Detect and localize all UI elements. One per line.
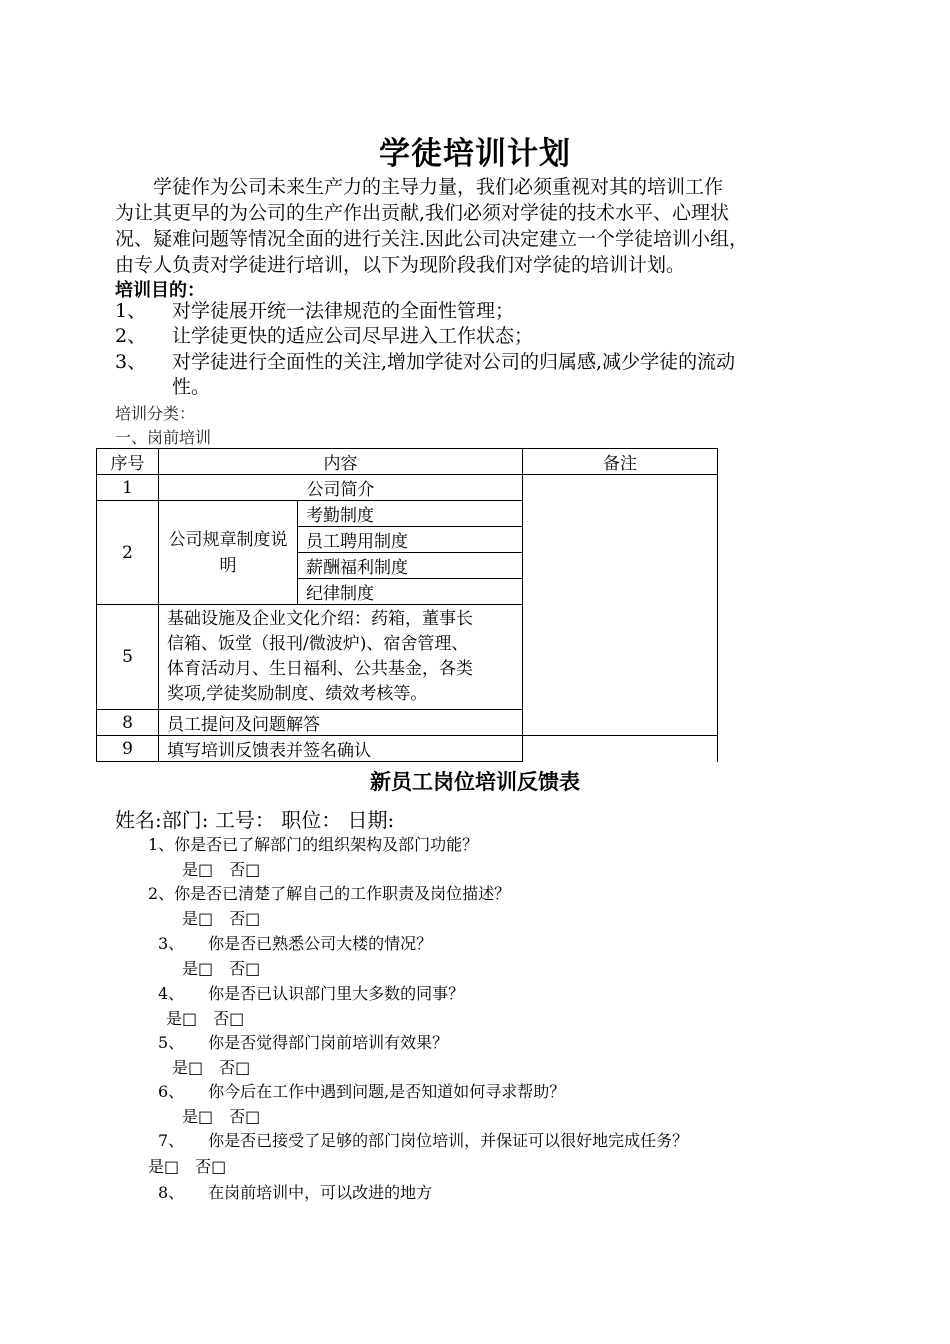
section-label: 一、岗前培训 bbox=[115, 428, 212, 447]
answer-options[interactable]: 是□ 否□ bbox=[166, 1009, 245, 1028]
goal-text: 对学徒展开统一法律规范的全面性管理； bbox=[172, 300, 515, 322]
answer-options[interactable]: 是□ 否□ bbox=[182, 1107, 261, 1126]
feedback-title: 新员工岗位培训反馈表 bbox=[370, 770, 580, 794]
goal-text: 对学徒进行全面性的关注,增加学徒对公司的归属感,减少学徒的流动 bbox=[172, 351, 736, 373]
content-line: 基础设施及企业文化介绍：药箱，董事长 bbox=[167, 609, 473, 629]
table-row bbox=[97, 475, 718, 501]
answer-options[interactable]: 是□ 否□ bbox=[182, 959, 261, 978]
goal-item bbox=[115, 323, 533, 349]
goal-item bbox=[115, 298, 514, 324]
row-subitem: 薪酬福利制度 bbox=[298, 553, 523, 579]
remarks-cell bbox=[523, 475, 718, 736]
goal-number: 1、 bbox=[115, 300, 147, 322]
intro-line: 学徒作为公司未来生产力的主导力量，我们必须重视对其的培训工作 bbox=[115, 176, 724, 198]
question: 7、 你是否已接受了足够的部门岗位培训，并保证可以很好地完成任务？ bbox=[158, 1131, 689, 1150]
row-number: 1 bbox=[97, 475, 159, 501]
header-cell: 备注 bbox=[523, 449, 718, 475]
intro-line: 为让其更早的为公司的生产作出贡献,我们必须对学徒的技术水平、心理状 bbox=[115, 202, 730, 224]
answer-options[interactable]: 是□ 否□ bbox=[148, 1157, 227, 1176]
content-line: 体育活动月、生日福利、公共基金，各类 bbox=[167, 659, 473, 679]
row-number: 9 bbox=[97, 736, 159, 762]
category-label: 培训分类： bbox=[115, 404, 196, 423]
goal-item bbox=[115, 349, 735, 375]
header-cell: 序号 bbox=[97, 449, 159, 475]
row-group: 公司规章制度说明 bbox=[159, 501, 298, 605]
row-subitem: 考勤制度 bbox=[298, 501, 523, 527]
table-row bbox=[97, 736, 718, 762]
question: 2、你是否已清楚了解自己的工作职责及岗位描述？ bbox=[148, 884, 511, 903]
content-line: 信箱、饭堂（报刊/微波炉)、宿舍管理、 bbox=[167, 634, 469, 654]
answer-options[interactable]: 是□ 否□ bbox=[182, 909, 261, 928]
goal-number: 3、 bbox=[115, 351, 147, 373]
content-line: 奖项,学徒奖励制度、绩效考核等。 bbox=[167, 684, 428, 704]
question: 6、 你今后在工作中遇到问题,是否知道如何寻求帮助？ bbox=[158, 1082, 566, 1101]
row-content: 公司简介 bbox=[159, 475, 523, 501]
page-title: 学徒培训计划 bbox=[379, 136, 571, 172]
question: 8、 在岗前培训中，可以改进的地方 bbox=[158, 1183, 433, 1202]
training-table bbox=[96, 448, 718, 762]
row-content: 员工提问及问题解答 bbox=[159, 710, 523, 736]
goal-text: 让学徒更快的适应公司尽早进入工作状态； bbox=[172, 325, 534, 347]
row-content: 填写培训反馈表并签名确认 bbox=[159, 736, 523, 762]
question: 5、 你是否觉得部门岗前培训有效果？ bbox=[158, 1033, 449, 1052]
question: 1、你是否已了解部门的组织架构及部门功能？ bbox=[148, 835, 479, 854]
table-header-row bbox=[97, 449, 718, 475]
goal-continuation: 性。 bbox=[172, 376, 211, 398]
row-number: 2 bbox=[97, 501, 159, 605]
row-subitem: 员工聘用制度 bbox=[298, 527, 523, 553]
question: 4、 你是否已认识部门里大多数的同事？ bbox=[158, 984, 465, 1003]
goals-heading: 培训目的： bbox=[115, 280, 205, 301]
question: 3、 你是否已熟悉公司大楼的情况？ bbox=[158, 934, 433, 953]
answer-options[interactable]: 是□ 否□ bbox=[182, 860, 261, 879]
row-content bbox=[159, 605, 523, 710]
intro-paragraph bbox=[115, 174, 855, 278]
info-fields: 姓名:部门: 工号： 职位： 日期: bbox=[115, 808, 395, 832]
header-cell: 内容 bbox=[159, 449, 523, 475]
intro-line: 况、疑难问题等情况全面的进行关注.因此公司决定建立一个学徒培训小组， bbox=[115, 228, 749, 250]
row-number: 8 bbox=[97, 710, 159, 736]
answer-options[interactable]: 是□ 否□ bbox=[172, 1058, 251, 1077]
goal-number: 2、 bbox=[115, 325, 147, 347]
row-number: 5 bbox=[97, 605, 159, 710]
intro-line: 由专人负责对学徒进行培训，以下为现阶段我们对学徒的培训计划。 bbox=[115, 254, 686, 276]
row-subitem: 纪律制度 bbox=[298, 579, 523, 605]
